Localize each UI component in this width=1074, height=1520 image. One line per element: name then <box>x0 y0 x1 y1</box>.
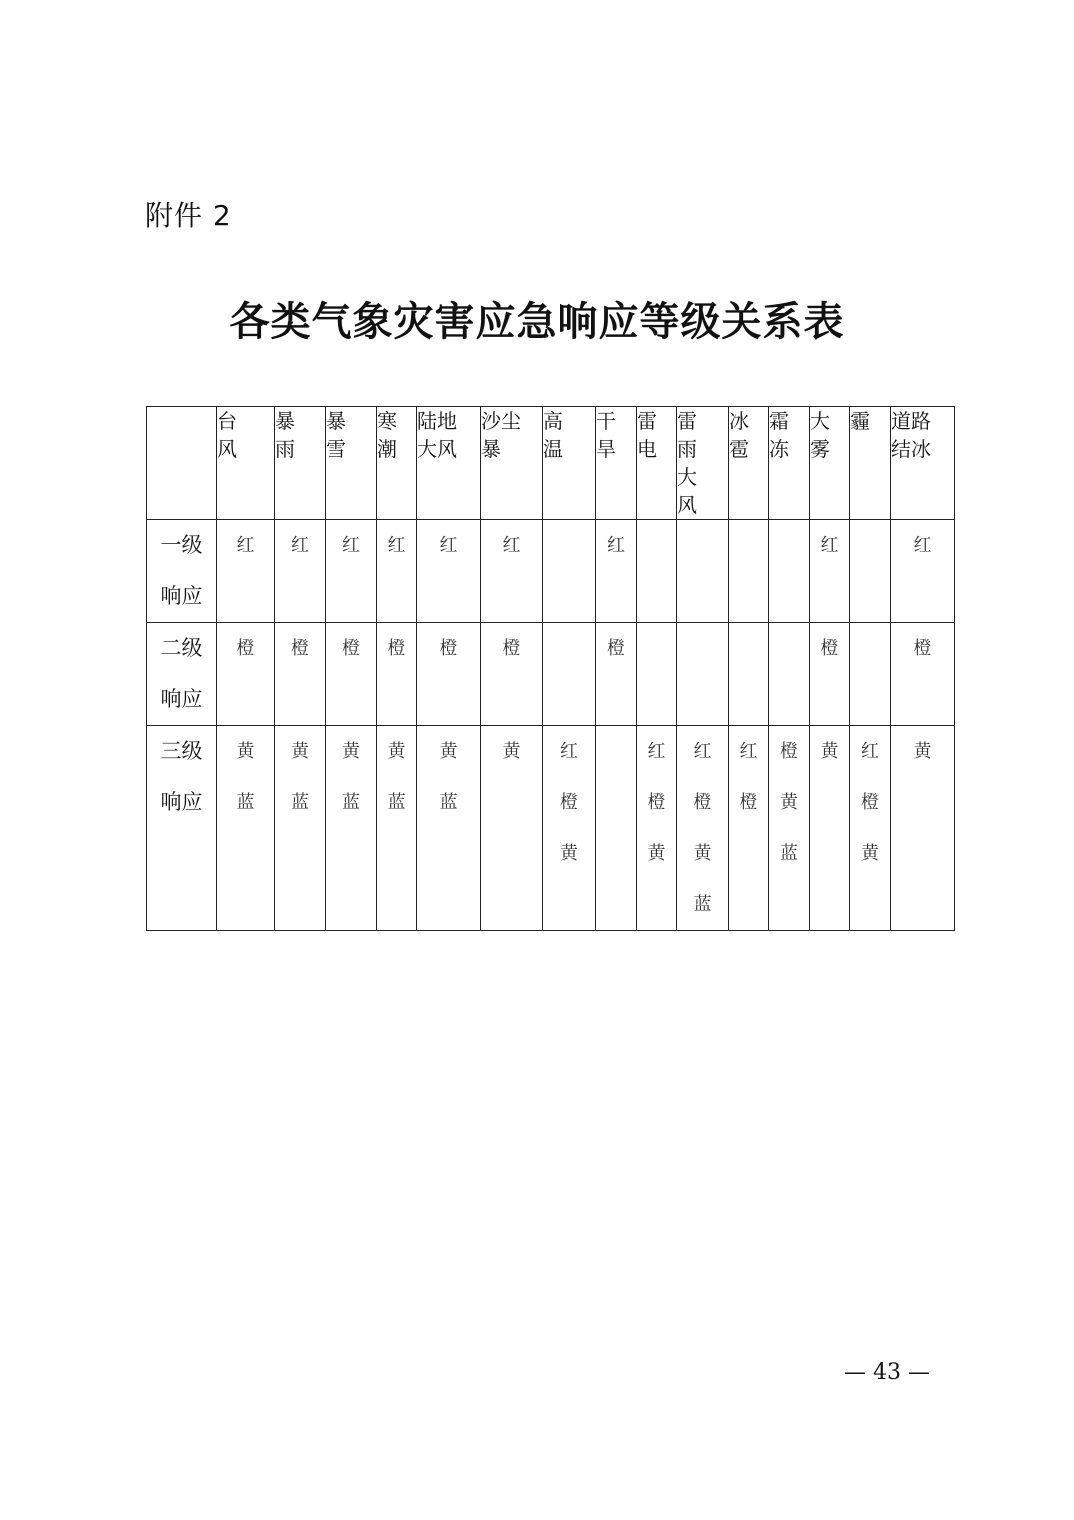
warning-color: 橙 <box>861 792 879 813</box>
column-header-line: 雨 <box>677 437 697 461</box>
warning-color: 黄 <box>820 741 839 762</box>
warning-cell <box>217 520 275 623</box>
column-header-line: 陆地 <box>417 409 457 433</box>
warning-color: 黄 <box>647 843 666 864</box>
column-header <box>677 407 729 520</box>
warning-cell <box>769 520 810 623</box>
warning-color: 红 <box>693 741 712 762</box>
table-row <box>147 623 955 726</box>
warning-color: 橙 <box>739 792 758 813</box>
warning-color: 蓝 <box>439 792 458 813</box>
warning-cell <box>596 726 637 931</box>
column-header <box>326 407 377 520</box>
column-header-line: 潮 <box>377 437 397 461</box>
warning-color: 蓝 <box>291 792 309 813</box>
warning-color: 红 <box>820 535 839 556</box>
warning-color: 橙 <box>647 792 666 813</box>
header-row <box>147 407 955 520</box>
level-label-line: 一级 <box>160 533 203 557</box>
column-header-line: 霾 <box>850 409 870 433</box>
warning-color: 蓝 <box>780 843 798 864</box>
warning-color: 黄 <box>439 741 458 762</box>
column-header-line: 暴 <box>326 409 346 433</box>
level-label <box>147 726 217 931</box>
column-header-line: 雹 <box>729 437 749 461</box>
warning-color: 红 <box>291 535 309 556</box>
warning-color: 红 <box>739 741 758 762</box>
column-header-line: 大 <box>677 465 697 489</box>
warning-cell <box>275 520 326 623</box>
warning-color: 红 <box>387 535 406 556</box>
warning-color: 黄 <box>342 741 360 762</box>
warning-cell <box>417 623 481 726</box>
warning-cell <box>543 726 596 931</box>
warning-cell <box>891 623 955 726</box>
warning-cell <box>637 623 677 726</box>
column-header <box>275 407 326 520</box>
warning-cell <box>481 726 543 931</box>
warning-cell <box>417 520 481 623</box>
column-header-line: 冻 <box>769 437 789 461</box>
column-header-line: 暴 <box>481 437 501 461</box>
warning-color: 黄 <box>291 741 309 762</box>
warning-color: 橙 <box>291 638 309 659</box>
column-header-line: 霜 <box>769 409 789 433</box>
column-header-line: 暴 <box>275 409 295 433</box>
column-header-line: 高 <box>543 409 563 433</box>
column-header <box>543 407 596 520</box>
warning-cell <box>326 520 377 623</box>
column-header-line: 道路 <box>891 409 931 433</box>
column-header-line: 台 <box>217 409 237 433</box>
level-label-line: 响应 <box>160 790 203 814</box>
warning-color: 橙 <box>439 638 458 659</box>
warning-cell <box>377 726 417 931</box>
warning-color: 红 <box>560 741 578 762</box>
warning-color: 红 <box>647 741 666 762</box>
warning-color: 橙 <box>820 638 839 659</box>
warning-cell <box>729 520 769 623</box>
response-level-table <box>146 406 955 931</box>
column-header <box>810 407 850 520</box>
page-title: 各类气象灾害应急响应等级关系表 <box>229 299 845 345</box>
warning-cell <box>637 726 677 931</box>
warning-cell <box>543 520 596 623</box>
warning-cell <box>637 520 677 623</box>
column-header <box>217 407 275 520</box>
warning-color: 红 <box>236 535 255 556</box>
column-header <box>769 407 810 520</box>
corner-cell <box>147 407 217 520</box>
warning-color: 蓝 <box>236 792 255 813</box>
warning-cell <box>729 623 769 726</box>
level-label-line: 二级 <box>160 636 203 660</box>
warning-color: 蓝 <box>342 792 360 813</box>
warning-cell <box>677 520 729 623</box>
warning-color: 红 <box>342 535 360 556</box>
warning-cell <box>891 726 955 931</box>
column-header-line: 大风 <box>417 437 457 461</box>
warning-color: 橙 <box>913 638 932 659</box>
warning-cell <box>769 726 810 931</box>
warning-cell <box>417 726 481 931</box>
warning-cell <box>217 623 275 726</box>
attachment-label: 附件 2 <box>145 199 232 232</box>
column-header <box>417 407 481 520</box>
column-header-line: 寒 <box>377 409 397 433</box>
warning-color: 黄 <box>693 843 712 864</box>
warning-color: 橙 <box>387 638 406 659</box>
column-header-line: 干 <box>596 409 616 433</box>
warning-cell <box>891 520 955 623</box>
warning-color: 黄 <box>913 741 932 762</box>
level-label-line: 三级 <box>160 739 203 763</box>
warning-cell <box>677 726 729 931</box>
warning-color: 红 <box>607 535 625 556</box>
warning-color: 黄 <box>502 741 521 762</box>
warning-color: 橙 <box>502 638 521 659</box>
column-header <box>377 407 417 520</box>
warning-cell <box>596 520 637 623</box>
column-header <box>850 407 891 520</box>
column-header-line: 冰 <box>729 409 749 433</box>
warning-color: 黄 <box>236 741 255 762</box>
column-header-line: 电 <box>637 437 657 461</box>
warning-color: 橙 <box>236 638 255 659</box>
warning-color: 橙 <box>342 638 360 659</box>
warning-cell <box>810 623 850 726</box>
column-header-line: 雪 <box>326 437 346 461</box>
column-header-line: 雨 <box>275 437 295 461</box>
warning-color: 蓝 <box>387 792 406 813</box>
warning-cell <box>850 726 891 931</box>
column-header <box>596 407 637 520</box>
warning-cell <box>275 726 326 931</box>
warning-color: 红 <box>502 535 521 556</box>
level-label-line: 响应 <box>160 584 203 608</box>
column-header-line: 风 <box>677 493 697 517</box>
warning-cell <box>729 726 769 931</box>
column-header-line: 结冰 <box>891 437 931 461</box>
warning-cell <box>850 623 891 726</box>
warning-color: 橙 <box>560 792 578 813</box>
warning-color: 红 <box>439 535 458 556</box>
column-header-line: 雷 <box>637 409 657 433</box>
warning-cell <box>677 623 729 726</box>
warning-cell <box>275 623 326 726</box>
column-header-line: 雷 <box>677 409 697 433</box>
column-header <box>891 407 955 520</box>
column-header <box>481 407 543 520</box>
warning-cell <box>810 520 850 623</box>
table-row <box>147 726 955 931</box>
warning-color: 橙 <box>607 638 625 659</box>
warning-cell <box>326 623 377 726</box>
warning-color: 蓝 <box>693 894 712 915</box>
warning-cell <box>217 726 275 931</box>
page-number: — 43 — <box>844 1360 930 1385</box>
warning-cell <box>850 520 891 623</box>
column-header-line: 雾 <box>810 437 830 461</box>
warning-color: 橙 <box>780 741 798 762</box>
level-label <box>147 520 217 623</box>
warning-color: 黄 <box>560 843 578 864</box>
column-header-line: 旱 <box>596 437 616 461</box>
warning-color: 黄 <box>387 741 406 762</box>
warning-color: 黄 <box>780 792 798 813</box>
warning-cell <box>543 623 596 726</box>
column-header-line: 温 <box>543 437 563 461</box>
warning-color: 红 <box>861 741 879 762</box>
column-header-line: 风 <box>217 437 237 461</box>
warning-color: 橙 <box>693 792 712 813</box>
warning-cell <box>769 623 810 726</box>
warning-cell <box>481 623 543 726</box>
column-header <box>637 407 677 520</box>
level-label <box>147 623 217 726</box>
warning-cell <box>596 623 637 726</box>
warning-cell <box>326 726 377 931</box>
level-label-line: 响应 <box>160 687 203 711</box>
warning-cell <box>377 623 417 726</box>
table-row <box>147 520 955 623</box>
warning-color: 黄 <box>861 843 879 864</box>
column-header <box>729 407 769 520</box>
warning-cell <box>377 520 417 623</box>
column-header-line: 沙尘 <box>481 409 521 433</box>
column-header-line: 大 <box>810 409 830 433</box>
warning-cell <box>481 520 543 623</box>
warning-cell <box>810 726 850 931</box>
warning-color: 红 <box>913 535 932 556</box>
